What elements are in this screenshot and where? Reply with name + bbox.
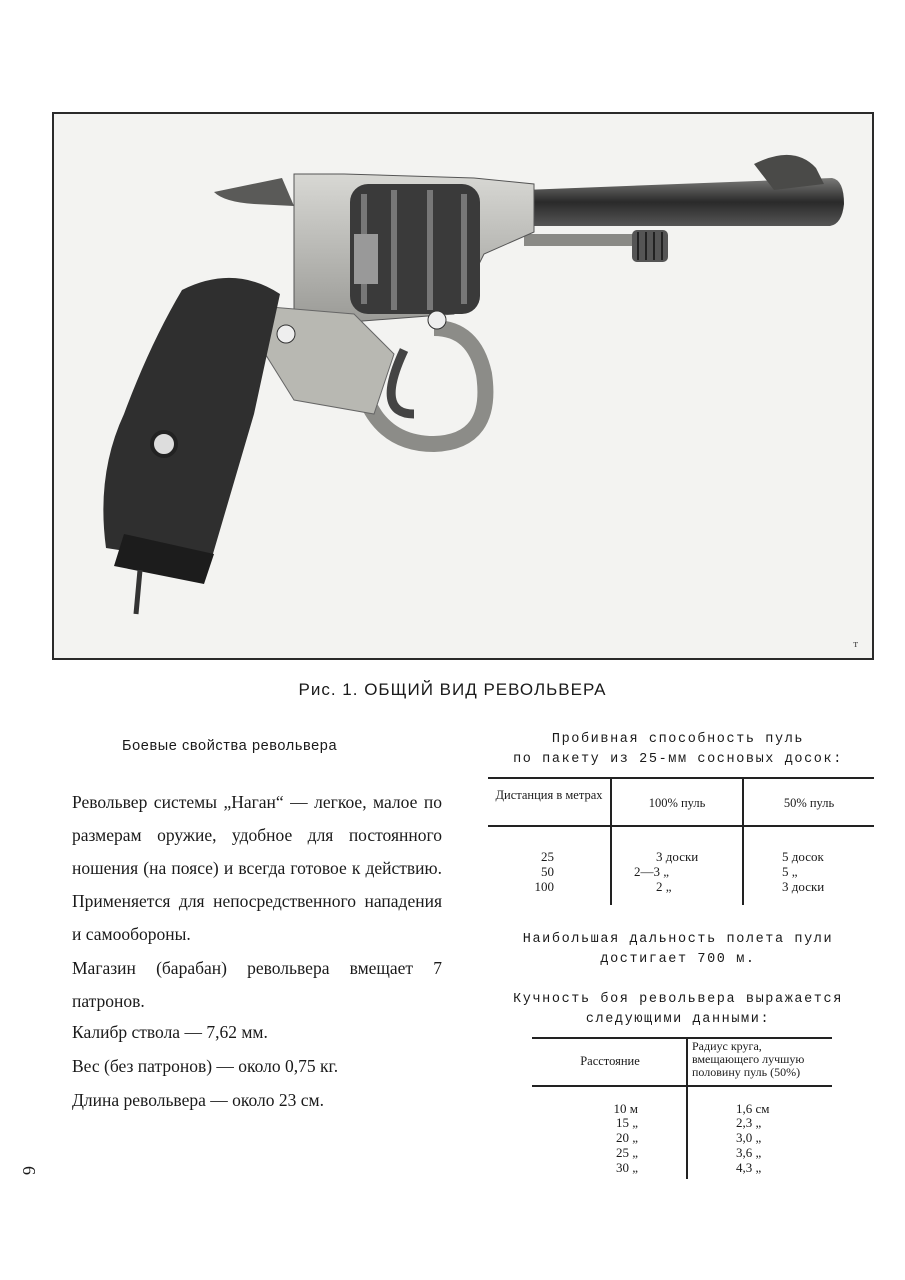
table-cell: 10 м — [613, 1101, 638, 1116]
caliber-line: Калибр ствола — 7,62 мм. — [72, 1022, 268, 1042]
revolver-illustration — [54, 114, 872, 658]
table-divider — [610, 779, 612, 905]
table-cell: 25 „ — [615, 1145, 638, 1160]
section-heading: Боевые свойства револьвера — [122, 738, 338, 754]
photo-mark: т — [853, 638, 858, 650]
table-cell: 2 „ — [656, 879, 672, 894]
table-cell: 5 „ — [782, 864, 798, 879]
penetration-title-2: по пакету из 25-мм сосновых досок: — [513, 752, 843, 767]
length-line: Длина револьвера — около 23 см. — [72, 1090, 324, 1110]
figure-caption: Рис. 1. ОБЩИЙ ВИД РЕВОЛЬВЕРА — [298, 680, 607, 699]
table-cell: 5 досок — [782, 849, 824, 864]
table-cell: 3 доски — [782, 879, 825, 894]
table-cell: 2—3 „ — [634, 864, 670, 879]
table-cell: 4,3 „ — [736, 1160, 762, 1175]
table-cell: 3,6 „ — [736, 1145, 762, 1160]
table-rule-header — [532, 1085, 832, 1087]
revolver-photo — [52, 112, 874, 660]
table-cell: 100 — [534, 879, 554, 894]
table-divider — [686, 1039, 688, 1179]
table-cell: 50 — [541, 864, 554, 879]
table-cell: 15 „ — [615, 1115, 638, 1130]
weight-line: Вес (без патронов) — около 0,75 кг. — [72, 1056, 339, 1076]
table-cell: 1,6 см — [736, 1101, 770, 1116]
accuracy-title-2: следующими данными: — [585, 1012, 771, 1027]
table-rule-top — [488, 777, 874, 779]
penetration-title-1: Пробивная способность пуль — [551, 732, 805, 747]
table-cell: 20 „ — [615, 1130, 638, 1145]
page-number: 6 — [19, 1166, 39, 1175]
range-line-1: Наибольшая дальность полета пули — [522, 932, 834, 947]
column-header-100: 100% пуль — [648, 796, 706, 810]
table-cell: 30 „ — [615, 1160, 638, 1175]
column-header-distance: Расстояние — [580, 1054, 640, 1068]
table-cell: 3 доски — [656, 849, 699, 864]
table-divider — [742, 779, 744, 905]
paragraph-magazine: Магазин (барабан) револьвера вмещает 7 патронов. — [72, 958, 442, 1011]
table-cell: 3,0 „ — [736, 1130, 762, 1145]
column-header-50: 50% пуль — [783, 796, 835, 810]
paragraph-description: Револьвер системы „Наган“ — легкое, малое по размерам оружие, удобное для постоянного ношения (на поясе) и всегда готовое к действию. Применяется для непосредственного нападения и самообороны. — [72, 792, 442, 944]
table-rule-header — [488, 825, 874, 827]
column-header-radius: Радиус круга, вмещающего лучшую половину пуль (50%) — [692, 1039, 805, 1079]
column-header-distance: Дистанция в метрах — [495, 788, 603, 802]
accuracy-title-1: Кучность боя револьвера выражается — [513, 992, 843, 1007]
range-line-2: достигает 700 м. — [600, 952, 756, 967]
table-rule-top — [532, 1037, 832, 1039]
table-cell: 2,3 „ — [736, 1115, 762, 1130]
table-cell: 25 — [541, 849, 554, 864]
